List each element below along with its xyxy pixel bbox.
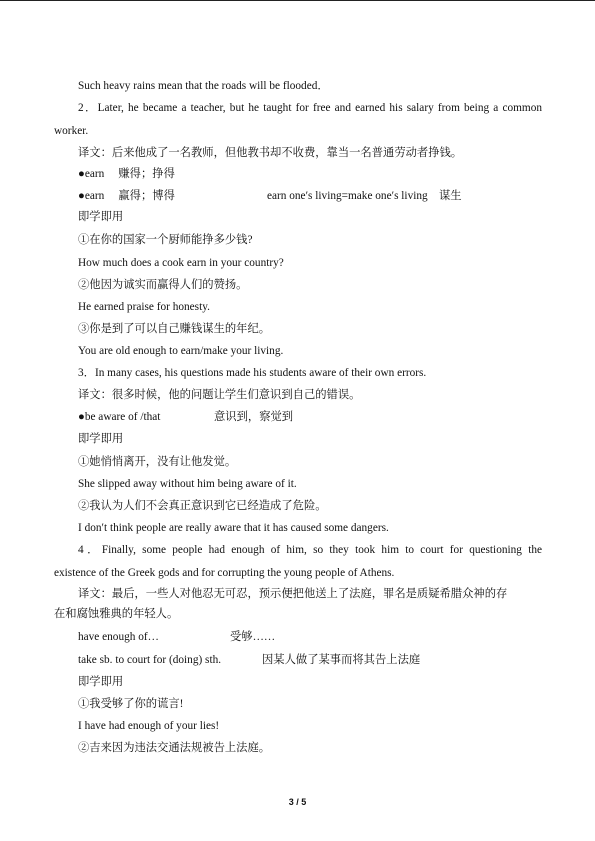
item-3-sentence: 3．In many cases, his questions made his students aware of their own errors. — [78, 367, 427, 379]
have-enough-meaning: 受够…… — [230, 631, 276, 643]
item-3-translation: 译文：很多时候，他的问题让学生们意识到自己的错误。 — [78, 389, 361, 401]
practice-en-1: I have had enough of your lies! — [78, 720, 220, 732]
practice-cn-1: ①我受够了你的谎言! — [78, 698, 184, 710]
item-4-translation: 译文：最后，一些人对他忍无可忍，预示便把他送上了法庭，罪名是质疑希腊众神的存 — [78, 588, 508, 600]
practice-en-3: You are old enough to earn/make your living. — [78, 345, 284, 357]
practice-cn-2: ②他因为诚实而赢得人们的赞扬。 — [78, 279, 248, 291]
example-sentence: Such heavy rains mean that the roads will be flooded． — [78, 80, 329, 92]
item-2-sentence-cont: worker. — [54, 125, 89, 137]
phrase-take-to-court: take sb. to court for (doing) sth. — [78, 654, 222, 666]
practice-en-1: She slipped away without him being aware of it. — [78, 478, 297, 490]
item-4-sentence-cont: existence of the Greek gods and for corrupting the young people of Athens. — [54, 567, 395, 579]
practice-en-1: How much does a cook earn in your country? — [78, 257, 284, 269]
practice-cn-2: ②我认为人们不会真正意识到它已经造成了危险。 — [78, 500, 327, 512]
practice-heading: 即学即用 — [78, 433, 124, 445]
practice-cn-3: ③你是到了可以自己赚钱谋生的年纪。 — [78, 323, 271, 335]
practice-cn-1: ①在你的国家一个厨师能挣多少钱? — [78, 234, 253, 246]
practice-en-2: He earned praise for honesty. — [78, 301, 210, 313]
be-aware-meaning: 意识到，察觉到 — [214, 411, 294, 423]
top-rule — [0, 0, 595, 1]
bullet-be-aware: ●be aware of /that — [78, 411, 172, 423]
phrase-have-enough: have enough of… — [78, 631, 159, 643]
bullet-earn-1: ●earn 赚得；挣得 — [78, 168, 175, 180]
practice-heading: 即学即用 — [78, 676, 124, 688]
item-4-sentence: 4．Finally, some people had enough of him, so they took him to court for questioning the — [78, 544, 542, 556]
practice-cn-2: ②吉来因为违法交通法规被告上法庭。 — [78, 742, 271, 754]
item-2-sentence: 2．Later, he became a teacher, but he taught for free and earned his salary from being a common — [78, 102, 542, 114]
practice-heading: 即学即用 — [78, 211, 124, 223]
item-2-translation: 译文：后来他成了一名教师，但他教书却不收费，靠当一名普通劳动者挣钱。 — [78, 147, 463, 159]
page-number: 3 / 5 — [288, 797, 307, 807]
take-to-court-meaning: 因某人做了某事而将其告上法庭 — [262, 654, 421, 666]
practice-en-2: I don′t think people are really aware that it has caused some dangers. — [78, 522, 389, 534]
practice-cn-1: ①她悄悄离开，没有让他发觉。 — [78, 456, 237, 468]
item-4-translation-cont: 在和腐蚀雅典的年轻人。 — [54, 608, 179, 620]
bullet-earn-2: ●earn 赢得；博得 — [78, 190, 175, 202]
earn-living-phrase: earn one′s living=make one′s living 谋生 — [267, 190, 462, 202]
